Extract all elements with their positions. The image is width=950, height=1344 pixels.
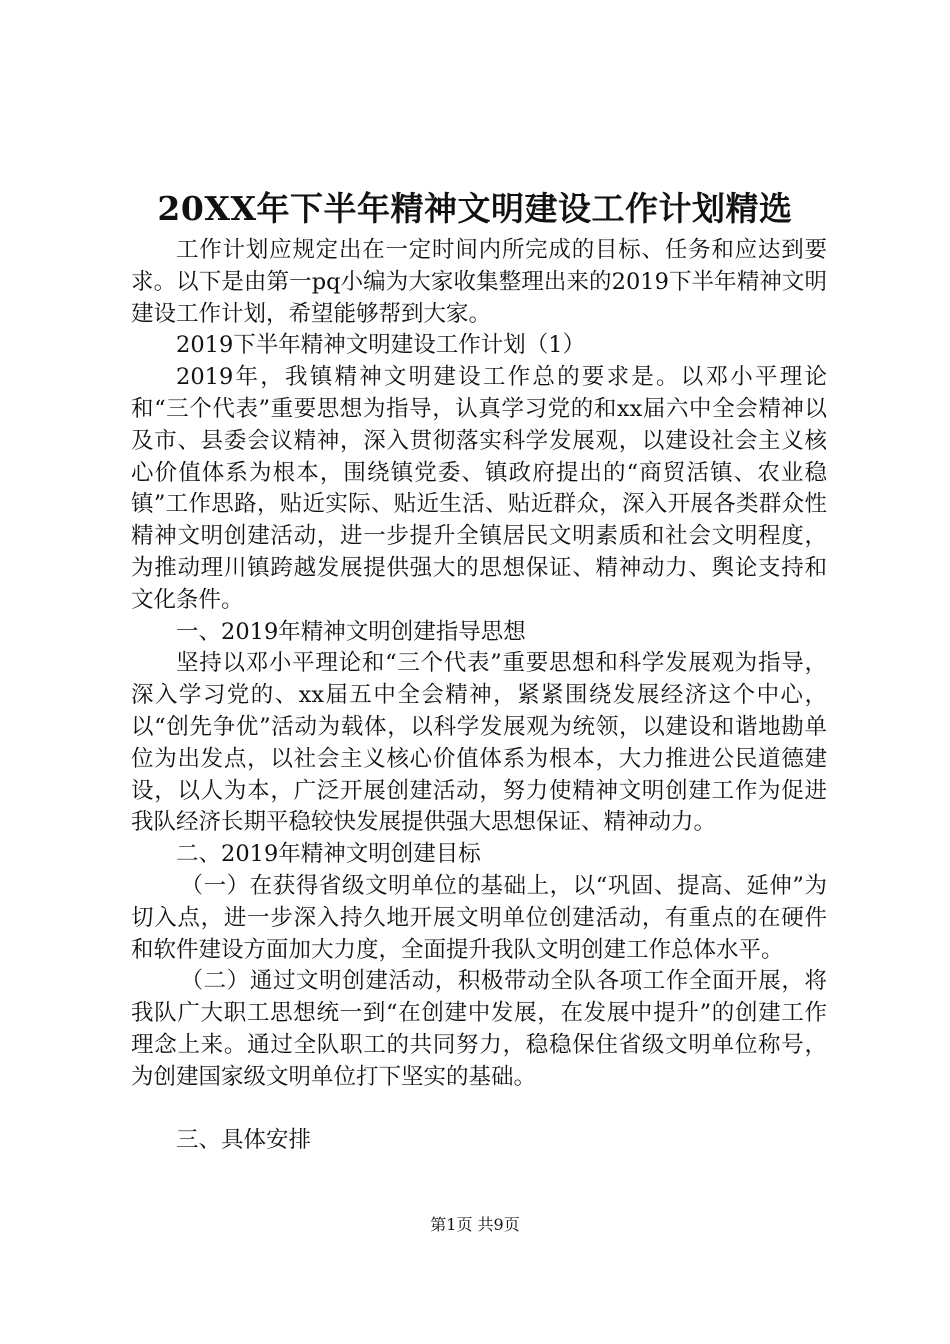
section-heading-guiding-ideology: 一、2019年精神文明创建指导思想 xyxy=(176,618,526,645)
plan-heading: 2019下半年精神文明建设工作计划（1） xyxy=(176,332,586,359)
page-number-footer: 第1页 共9页 xyxy=(430,1215,520,1234)
requirements-paragraph: 2019年，我镇精神文明建设工作总的要求是。以邓小平理论和“三个代表”重要思想为指导，认真学习党的和xx届六中全会精神以及市、县委会议精神，深入贯彻落实科学发展观，以建设社会主义核心价值体系为根本，围绕镇党委、镇政府提出的“商贸活镇、农业稳镇”工作思路，贴近实际、贴近生活、贴近群众，深入开展各类群众性精神文明创建活动，进一步提升全镇居民文明素质和社会文明程度，为推动理川镇跨越发展提供强大的思想保证、精神动力、舆论支持和文化条件。 xyxy=(131,364,827,613)
document-body xyxy=(131,235,827,1156)
guiding-ideology-paragraph: 坚持以邓小平理论和“三个代表”重要思想和科学发展观为指导，深入学习党的、xx届五中全会精神，紧紧围绕发展经济这个中心，以“创先争优”活动为载体，以科学发展观为统领，以建设和谐地勘单位为出发点，以社会主义核心价值体系为根本，大力推进公民道德建设，以人为本，广泛开展创建活动，努力使精神文明创建工作为促进我队经济长期平稳较快发展提供强大思想保证、精神动力。 xyxy=(131,650,827,836)
goal-two-paragraph: （二）通过文明创建活动，积极带动全队各项工作全面开展，将我队广大职工思想统一到“在创建中发展，在发展中提升”的创建工作理念上来。通过全队职工的共同努力，稳稳保住省级文明单位称号，为创建国家级文明单位打下坚实的基础。 xyxy=(131,968,827,1090)
intro-paragraph: 工作计划应规定出在一定时间内所完成的目标、任务和应达到要求。以下是由第一pq小编为大家收集整理出来的2019下半年精神文明建设工作计划，希望能够帮到大家。 xyxy=(131,237,827,327)
section-heading-goals: 二、2019年精神文明创建目标 xyxy=(176,841,481,868)
section-heading-arrangements: 三、具体安排 xyxy=(176,1126,312,1153)
document-title: 20XX年下半年精神文明建设工作计划精选 xyxy=(157,189,793,228)
goal-one-paragraph: （一）在获得省级文明单位的基础上，以“巩固、提高、延伸”为切入点，进一步深入持久地开展文明单位创建活动，有重点的在硬件和软件建设方面加大力度，全面提升我队文明创建工作总体水平。 xyxy=(131,872,827,963)
